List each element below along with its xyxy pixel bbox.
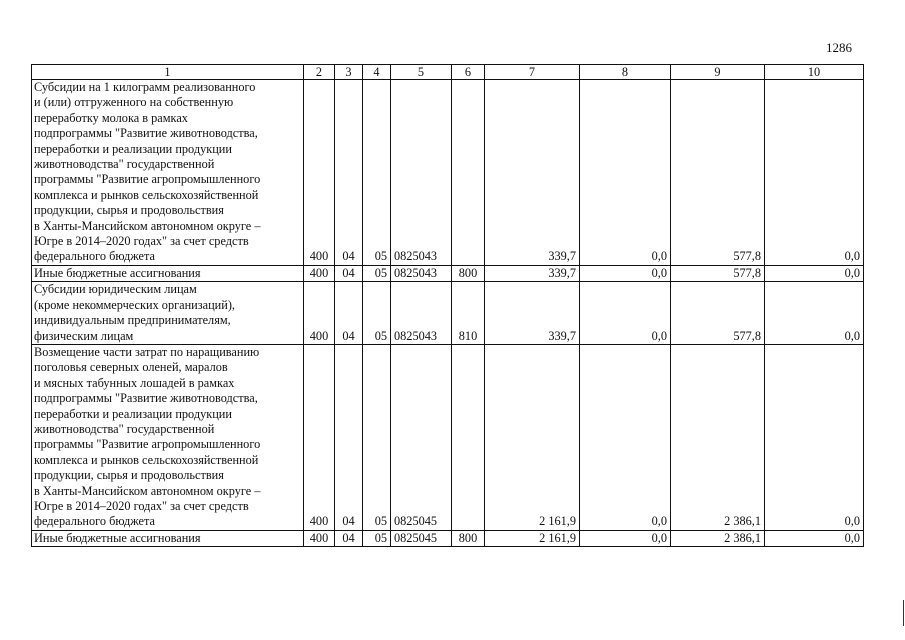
cell-c5: 0825043 [391, 265, 452, 281]
row-description [32, 282, 304, 345]
row-description [32, 80, 304, 266]
column-header: 7 [485, 65, 580, 80]
cell-c10: 0,0 [765, 265, 864, 281]
cell-c8: 0,0 [580, 80, 671, 266]
column-header: 4 [363, 65, 391, 80]
description-line: переработки и реализации продукции [34, 406, 232, 421]
cell-c10: 0,0 [765, 530, 864, 546]
cell-c10: 0,0 [765, 282, 864, 345]
description-line: (кроме некоммерческих организаций), [34, 297, 235, 312]
description-line: животноводства" государственной [34, 421, 215, 436]
cell-c9: 2 386,1 [671, 344, 765, 530]
cell-c8: 0,0 [580, 265, 671, 281]
cell-c5: 0825045 [391, 344, 452, 530]
cell-c9: 2 386,1 [671, 530, 765, 546]
description-line: и (или) отгруженного на собственную [34, 95, 234, 110]
cell-c5: 0825043 [391, 282, 452, 345]
header-row [32, 65, 864, 80]
description-line: подпрограммы "Развитие животноводства, [34, 391, 258, 406]
description-line: федерального бюджета [34, 249, 155, 264]
cell-c5: 0825043 [391, 80, 452, 266]
cell-c3: 04 [335, 282, 363, 345]
description-line: Субсидии юридическим лицам [34, 282, 197, 297]
description-line: Иные бюджетные ассигнования [34, 530, 201, 545]
cell-c6: 800 [452, 265, 485, 281]
description-line: в Ханты-Мансийском автономном округе – [34, 218, 261, 233]
cell-c8: 0,0 [580, 344, 671, 530]
description-line: программы "Развитие агропромышленного [34, 172, 261, 187]
cell-c9: 577,8 [671, 80, 765, 266]
description-line: переработки и реализации продукции [34, 141, 232, 156]
cell-c3: 04 [335, 530, 363, 546]
table-row [32, 265, 864, 281]
row-description [32, 344, 304, 530]
column-header: 2 [304, 65, 335, 80]
description-line: животноводства" государственной [34, 157, 215, 172]
scan-edge-mark [903, 600, 904, 626]
column-header: 6 [452, 65, 485, 80]
cell-c4: 05 [363, 80, 391, 266]
cell-c2: 400 [304, 530, 335, 546]
column-header: 8 [580, 65, 671, 80]
table-row [32, 344, 864, 530]
cell-c6 [452, 344, 485, 530]
cell-c4: 05 [363, 282, 391, 345]
description-line: в Ханты-Мансийском автономном округе – [34, 483, 261, 498]
column-header: 3 [335, 65, 363, 80]
cell-c3: 04 [335, 80, 363, 266]
table-body [32, 65, 864, 547]
column-header: 10 [765, 65, 864, 80]
description-line: программы "Развитие агропромышленного [34, 437, 261, 452]
cell-c6: 810 [452, 282, 485, 345]
table-row [32, 282, 864, 345]
cell-c10: 0,0 [765, 80, 864, 266]
column-header: 5 [391, 65, 452, 80]
cell-c9: 577,8 [671, 282, 765, 345]
description-line: поголовья северных оленей, маралов [34, 360, 228, 375]
cell-c4: 05 [363, 530, 391, 546]
table-row [32, 80, 864, 266]
cell-c3: 04 [335, 344, 363, 530]
page-number: 1286 [826, 40, 852, 55]
description-line: Субсидии на 1 килограмм реализованного [34, 80, 256, 94]
cell-c4: 05 [363, 344, 391, 530]
description-line: переработку молока в рамках [34, 110, 188, 125]
cell-c7: 339,7 [485, 80, 580, 266]
description-line: Возмещение части затрат по наращиванию [34, 344, 260, 359]
cell-c2: 400 [304, 344, 335, 530]
description-line: комплекса и рынков сельскохозяйственной [34, 187, 259, 202]
cell-c6: 800 [452, 530, 485, 546]
budget-table [31, 64, 864, 547]
cell-c2: 400 [304, 282, 335, 345]
cell-c10: 0,0 [765, 344, 864, 530]
description-line: продукции, сырья и продовольствия [34, 468, 224, 483]
description-line: подпрограммы "Развитие животноводства, [34, 126, 258, 141]
row-description [32, 530, 304, 546]
description-line: Югре в 2014–2020 годах" за счет средств [34, 498, 249, 513]
cell-c4: 05 [363, 265, 391, 281]
cell-c8: 0,0 [580, 530, 671, 546]
cell-c7: 2 161,9 [485, 530, 580, 546]
description-line: физическим лицам [34, 328, 134, 343]
cell-c3: 04 [335, 265, 363, 281]
table-row [32, 530, 864, 546]
description-line: индивидуальным предпринимателям, [34, 313, 231, 328]
cell-c6 [452, 80, 485, 266]
cell-c7: 339,7 [485, 265, 580, 281]
cell-c7: 339,7 [485, 282, 580, 345]
description-line: продукции, сырья и продовольствия [34, 203, 224, 218]
cell-c5: 0825045 [391, 530, 452, 546]
cell-c2: 400 [304, 265, 335, 281]
column-header: 9 [671, 65, 765, 80]
column-header: 1 [32, 65, 304, 80]
cell-c9: 577,8 [671, 265, 765, 281]
cell-c7: 2 161,9 [485, 344, 580, 530]
description-line: комплекса и рынков сельскохозяйственной [34, 452, 259, 467]
description-line: Югре в 2014–2020 годах" за счет средств [34, 234, 249, 249]
cell-c2: 400 [304, 80, 335, 266]
description-line: федерального бюджета [34, 514, 155, 529]
cell-c8: 0,0 [580, 282, 671, 345]
description-line: и мясных табунных лошадей в рамках [34, 375, 235, 390]
row-description [32, 265, 304, 281]
description-line: Иные бюджетные ассигнования [34, 265, 201, 280]
